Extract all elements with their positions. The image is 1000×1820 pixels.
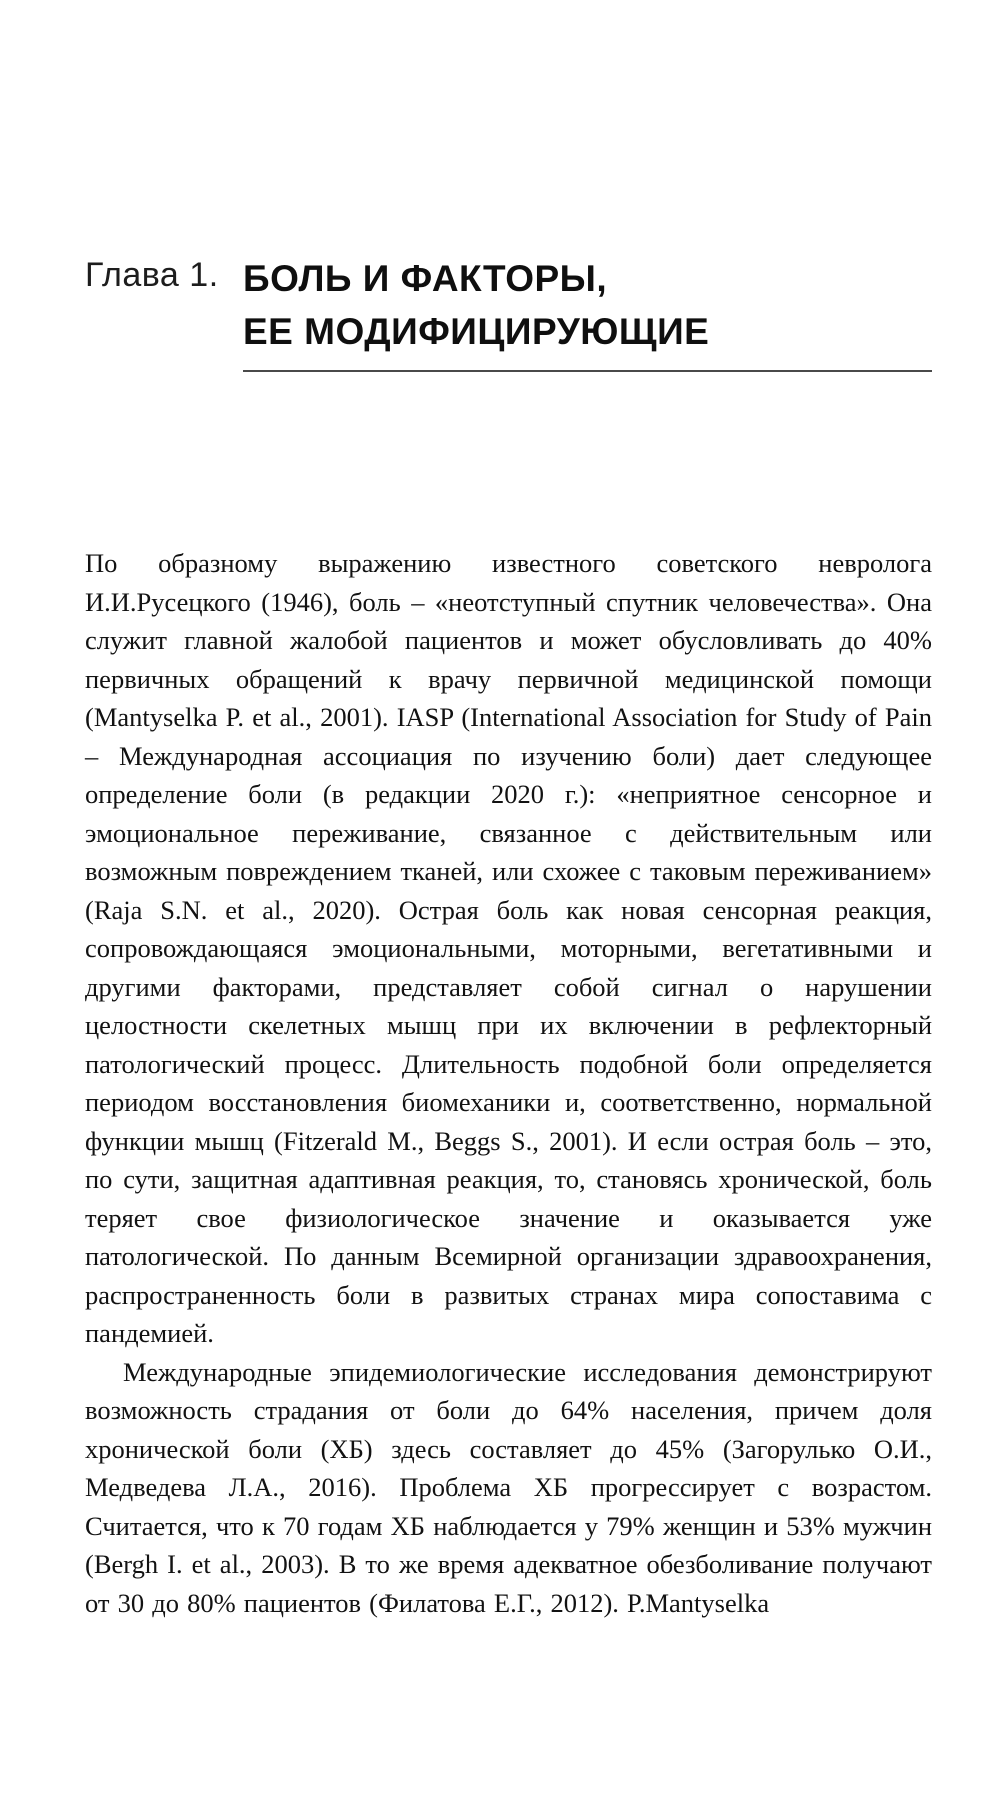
chapter-title bbox=[243, 253, 932, 372]
chapter-title-line2: ЕЕ МОДИФИЦИРУЮЩИЕ bbox=[243, 310, 710, 352]
paragraph: Международные эпидемиологические исследования демонстрируют возможность страдания от боли до 64% населения, причем доля хронической боли (ХБ) здесь составляет до 45% (Загорулько О.И., Медведева Л.А., 2016). Проблема ХБ прогрессирует с возрастом. Считается, что к 70 годам ХБ наблюдается у 79% женщин и 53% мужчин (Bergh I. et al., 2003). В то же время адекватное обезболивание получают от 30 до 80% пациентов (Филатова Е.Г., 2012). P.Mantyselka bbox=[85, 1356, 932, 1618]
paragraph: По образному выражению известного советского невролога И.И.Русецкого (1946), боль – «неотступный спутник человечества». Она служит главной жалобой пациентов и может обусловливать до 40% первичных обращений к врачу первичной медицинской помощи (Mantyselka P. et al., 2001). IASP (International Association for Study of Pain – Международная ассоциация по изучению боли) дает следующее определение боли (в редакции 2020 г.): «неприятное сенсорное и эмоциональное переживание, связанное с действительным или возможным повреждением тканей, или схожее с таковым переживанием» (Raja S.N. et al., 2020). Острая боль как новая сенсорная реакция, сопровождающаяся эмоциональными, моторными, вегетативными и другими факторами, представляет собой сигнал о нарушении целостности скелетных мышц при их включении в рефлекторный патологический процесс. Длительность подобной боли определяется периодом восстановления биомеханики и, соответственно, нормальной функции мышц (Fitzerald M., Beggs S., 2001). И если острая боль – это, по сути, защитная адаптивная реакция, то, становясь хронической, боль теряет свое физиологическое значение и оказывается уже патологической. По данным Всемирной организации здравоохранения, распространенность боли в развитых странах мира сопоставима с пандемией. bbox=[85, 548, 932, 1349]
body-text bbox=[85, 544, 932, 1622]
chapter-heading bbox=[85, 253, 932, 372]
chapter-title-line1: БОЛЬ И ФАКТОРЫ, bbox=[243, 258, 608, 299]
chapter-label: Глава 1. bbox=[85, 256, 219, 294]
book-page bbox=[0, 253, 1000, 1820]
